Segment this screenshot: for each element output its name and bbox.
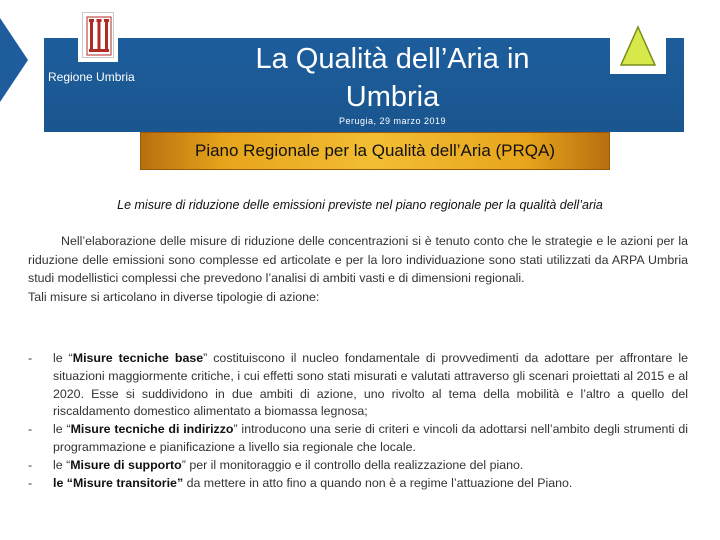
list-item-description: ” per il monitoraggio e il controllo della realizzazione del piano. xyxy=(181,457,524,472)
list-item-text xyxy=(53,350,688,421)
list-item-text xyxy=(53,421,688,457)
page-title xyxy=(220,40,565,116)
corner-icon-container xyxy=(610,18,666,74)
list-item-prefix: le “ xyxy=(53,351,73,365)
list-item-term: le “Misure transitorie” xyxy=(53,475,184,490)
list-item-prefix: le “ xyxy=(53,422,71,437)
list-item-term: Misure tecniche base xyxy=(72,351,204,365)
list-item-description: ” introducono una serie di criteri e vincoli da adottarsi nell’ambito degli strumenti di programmazione e pianificazione a livello sia regionale che locale. xyxy=(53,422,689,454)
list-item-description: da mettere in atto fino a quando non è a regime l’attuazione del Piano. xyxy=(183,475,573,490)
header-arrow-shape xyxy=(0,18,28,102)
list-dash: - xyxy=(28,422,33,437)
section-subtitle: Le misure di riduzione delle emissioni previste nel piano regionale per la qualità dell’aria xyxy=(117,198,603,212)
body-text xyxy=(28,232,688,306)
list-item-description: ” costituiscono il nucleo fondamentale di provvedimenti da adottare per affrontare le situazioni maggiormente critiche, i cui effetti sono stati misurati e valutati attraverso gli scenari proiettati al 2015 e al 2020. Esse si suddividono in due ambiti di azione, uno rivolto al tema della mobilità e l’altro a quello del riscaldamento domestico alimentato a biomassa legnosa; xyxy=(53,351,689,419)
intro-paragraph: Nell’elaborazione delle misure di riduzione delle concentrazioni si è tenuto conto che le strategie e le azioni per la riduzione delle emissioni sono complesse ed articolate e per la loro individuazione sono stati utilizzati da ARPA Umbria studi modellistici complessi che prevedono l’analisi di ambiti vasti e di dimensioni regionali. xyxy=(28,234,688,285)
umbria-region-seal-icon xyxy=(82,12,114,58)
list-item-term: Misure tecniche di indirizzo xyxy=(70,422,234,437)
list-item-term: Misure di supporto xyxy=(70,457,182,472)
page-title-line-1: La Qualità dell’Aria in xyxy=(255,43,530,75)
region-label: Regione Umbria xyxy=(48,70,135,84)
list-item-text xyxy=(53,457,688,475)
list-dash: - xyxy=(28,351,33,365)
list-item-text xyxy=(53,475,688,493)
list-item xyxy=(28,350,688,421)
list-item-prefix: le “ xyxy=(53,457,71,472)
page-title-line-2: Umbria xyxy=(345,81,440,113)
lead-paragraph: Tali misure si articolano in diverse tipologie di azione: xyxy=(28,289,320,304)
prqa-banner xyxy=(140,132,610,170)
list-dash: - xyxy=(28,475,33,490)
measures-list xyxy=(28,350,688,492)
green-triangle-icon xyxy=(618,24,658,68)
list-dash: - xyxy=(28,457,33,472)
list-item xyxy=(28,457,688,475)
prqa-banner-text: Piano Regionale per la Qualità dell’Aria (PRQA) xyxy=(194,141,555,160)
date-label: Perugia, 29 marzo 2019 xyxy=(338,116,447,126)
list-item xyxy=(28,421,688,457)
list-item xyxy=(28,475,688,493)
